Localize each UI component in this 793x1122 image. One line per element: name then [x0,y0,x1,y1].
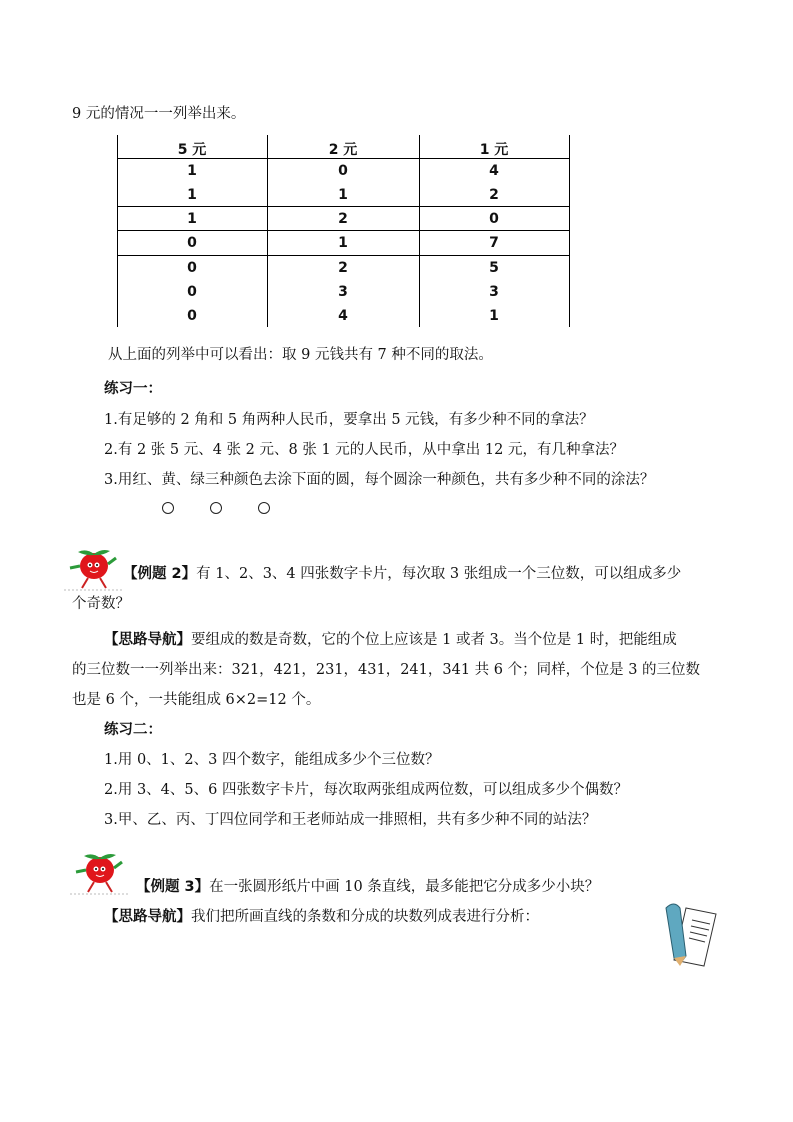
table-rule [117,255,570,256]
table-cell: 4 [489,163,499,179]
exercise2-item: 2.用 3、4、5、6 四张数字卡片，每次取两张组成两位数，可以组成多少个偶数？ [104,782,628,798]
exercise2-item: 1.用 0、1、2、3 四个数字，能组成多少个三位数？ [104,752,440,768]
table-cell: 3 [489,284,499,300]
table-header-cell: 1 元 [479,142,509,158]
example2-line1 [123,562,681,583]
table-cell: 1 [338,187,348,203]
table-cell: 4 [338,308,348,324]
hint-text: 要组成的数是奇数，它的个位上应该是 1 或者 3。当个位是 1 时，把能组成 [191,632,677,648]
table-cell: 0 [187,235,197,251]
example2-hint-line3: 也是 6 个，一共能组成 6×2=12 个。 [72,692,321,708]
table-cell: 7 [489,235,499,251]
hint-label: 【思路导航】 [104,632,191,648]
table-header-cell: 5 元 [177,142,207,158]
hint-text: 我们把所画直线的条数和分成的块数列成表进行分析： [191,909,539,925]
table-cell: 1 [338,235,348,251]
table-cell: 0 [187,260,197,276]
exercise1-item: 2.有 2 张 5 元、4 张 2 元、8 张 1 元的人民币，从中拿出 12 元，有几种拿法？ [104,442,624,458]
apple-mascot-icon [70,850,130,896]
circle-shape [258,502,270,514]
table-cell: 1 [489,308,499,324]
table-cell: 0 [338,163,348,179]
table-cell: 0 [489,211,499,227]
exercise2-item: 3.甲、乙、丙、丁四位同学和王老师站成一排照相，共有多少种不同的站法？ [104,812,597,828]
exercise1-title: 练习一： [104,381,162,397]
table-cell: 0 [187,308,197,324]
exercise2-title: 练习二： [104,722,162,738]
table-cell: 1 [187,211,197,227]
circle-shape [210,502,222,514]
table-cell: 1 [187,163,197,179]
table-cell: 0 [187,284,197,300]
example2-line2: 个奇数？ [72,596,130,612]
example2-text: 有 1、2、3、4 四张数字卡片，每次取 3 张组成一个三位数，可以组成多少 [196,566,682,582]
table-cell: 2 [338,260,348,276]
table-cell: 1 [187,187,197,203]
example3-label: 【例题 3】 [136,879,210,895]
hint-label: 【思路导航】 [104,909,191,925]
apple-mascot-icon [64,546,124,592]
example3-line [136,875,599,896]
table-header-cell: 2 元 [328,142,358,158]
table-rule [117,230,570,231]
pencil-paper-icon [658,898,718,968]
exercise1-item: 1.有足够的 2 角和 5 角两种人民币，要拿出 5 元钱，有多少种不同的拿法？ [104,412,594,428]
example3-text: 在一张圆形纸片中画 10 条直线，最多能把它分成多少小块？ [209,879,600,895]
table-border-right [569,135,570,327]
table-cell: 2 [338,211,348,227]
example2-label: 【例题 2】 [123,566,197,582]
table-cell: 3 [338,284,348,300]
example3-hint [104,905,539,926]
circle-shape [162,502,174,514]
exercise1-item: 3.用红、黄、绿三种颜色去涂下面的圆，每个圆涂一种颜色，共有多少种不同的涂法？ [104,472,655,488]
example2-hint-line2: 的三位数一一列举出来：321，421，231，431，241，341 共 6 个；同样，个位是 3 的三位数 [72,662,701,678]
table-cell: 5 [489,260,499,276]
example2-hint-line1 [104,628,677,649]
conclusion: 从上面的列举中可以看出：取 9 元钱共有 7 种不同的取法。 [108,347,493,363]
intro-line: 9 元的情况一一列举出来。 [72,106,246,122]
table-rule [117,206,570,207]
table-cell: 2 [489,187,499,203]
enumeration-table [117,135,570,327]
